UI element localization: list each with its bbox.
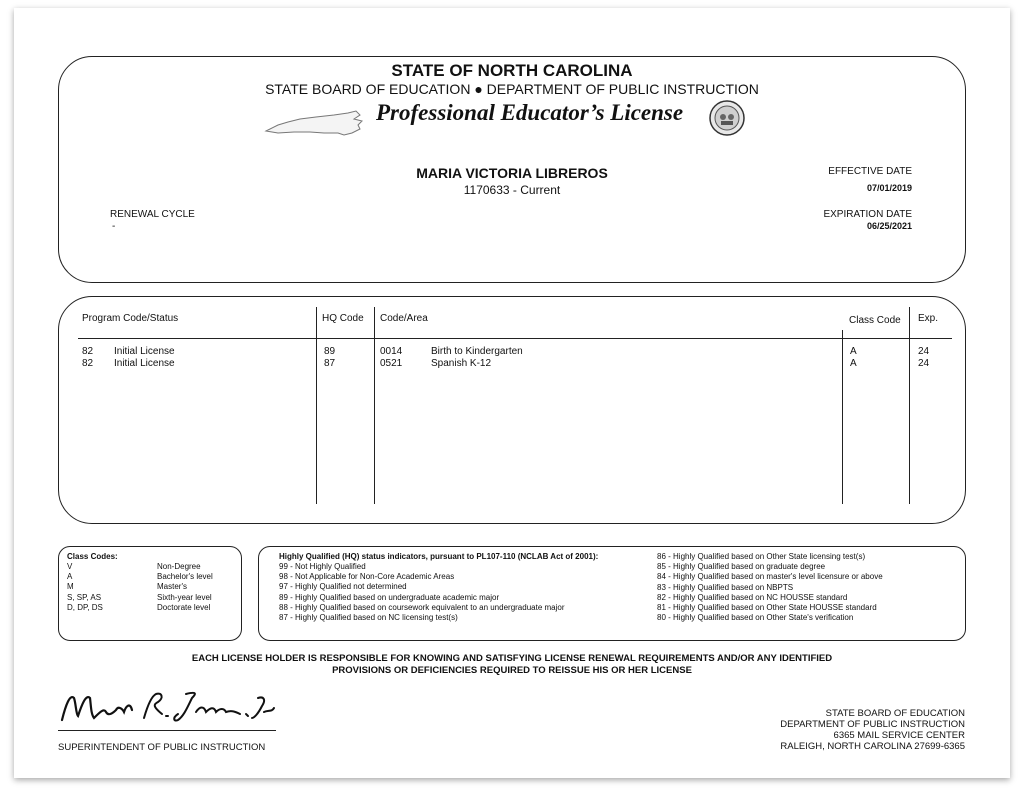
column-divider (842, 330, 843, 504)
license-document (14, 8, 1010, 778)
department-line: STATE BOARD OF EDUCATION ● DEPARTMENT OF PUBLIC INSTRUCTION (265, 81, 759, 97)
exp-value: 24 (918, 346, 930, 357)
effective-date: 07/01/2019 (866, 183, 912, 193)
nc-map-icon (264, 105, 372, 139)
col-header-exp: Exp. (918, 313, 939, 324)
column-divider (374, 307, 375, 504)
program-status: Initial License (114, 358, 175, 369)
address-line: STATE BOARD OF EDUCATION (825, 708, 965, 719)
list-item: 99 - Not Highly Qualified (279, 562, 366, 571)
class-codes-title: Class Codes: (67, 552, 118, 561)
list-item: 84 - Highly Qualified based on master's level licensure or above (657, 572, 883, 582)
table-header-divider (78, 338, 952, 339)
hq-right-list (657, 552, 883, 623)
list-item: Bachelor's level (157, 572, 213, 582)
expiration-date: 06/25/2021 (866, 221, 912, 231)
renewal-notice (14, 653, 1010, 677)
program-code: 82 (82, 346, 94, 357)
area-name: Birth to Kindergarten (431, 346, 523, 357)
area-code: 0521 (380, 358, 403, 369)
list-item: 98 - Not Applicable for Non-Core Academic Areas (279, 572, 455, 582)
list-item: A (67, 572, 73, 582)
hq-title: Highly Qualified (HQ) status indicators, pursuant to PL107-110 (NCLAB Act of 2001): (279, 552, 599, 561)
signature-line (58, 730, 276, 731)
area-name: Spanish K-12 (431, 358, 492, 369)
hq-code: 87 (324, 358, 336, 369)
effective-date-label: EFFECTIVE DATE (828, 166, 912, 177)
column-divider (316, 307, 317, 504)
list-item: 87 - Highly Qualified based on NC licensing test(s) (279, 613, 458, 623)
expiration-date-label: EXPIRATION DATE (823, 209, 912, 220)
list-item: D, DP, DS (67, 602, 103, 612)
class-desc-list (157, 562, 213, 613)
address-line: DEPARTMENT OF PUBLIC INSTRUCTION (780, 719, 965, 730)
list-item: 86 - Highly Qualified based on Other State licensing test(s) (657, 552, 866, 561)
list-item: M (67, 582, 74, 592)
exp-value: 24 (918, 358, 930, 369)
renewal-cycle-value: - (112, 221, 116, 232)
list-item: 80 - Highly Qualified based on Other State's verification (657, 613, 854, 623)
state-seal-icon (709, 100, 745, 136)
class-code: A (850, 346, 857, 357)
renewal-cycle-label: RENEWAL CYCLE (110, 209, 195, 220)
address-line: 6365 MAIL SERVICE CENTER (833, 730, 965, 741)
holder-name: MARIA VICTORIA LIBREROS (416, 165, 608, 181)
list-item: 81 - Highly Qualified based on Other State HOUSSE standard (657, 603, 877, 613)
program-status: Initial License (114, 346, 175, 357)
list-item: V (67, 562, 73, 571)
list-item: 85 - Highly Qualified based on graduate degree (657, 562, 826, 572)
list-item: Doctorate level (157, 602, 211, 612)
superintendent-signature (58, 684, 288, 728)
license-number: 1170633 - Current (463, 183, 561, 197)
state-title: STATE OF NORTH CAROLINA (391, 61, 633, 80)
notice-line: EACH LICENSE HOLDER IS RESPONSIBLE FOR KNOWING AND SATISFYING LICENSE RENEWAL REQUIREMENTS AND/OR ANY IDENTIFIED (191, 653, 833, 664)
col-header-hq: HQ Code (322, 313, 364, 324)
program-table (58, 296, 966, 524)
col-header-program: Program Code/Status (82, 313, 179, 324)
column-divider (909, 307, 910, 504)
list-item: Non-Degree (157, 562, 201, 571)
col-header-class: Class Code (849, 315, 901, 326)
area-code: 0014 (380, 346, 403, 357)
list-item: 82 - Highly Qualified based on NC HOUSSE standard (657, 592, 848, 602)
list-item: 88 - Highly Qualified based on coursework equivalent to an undergraduate major (279, 602, 565, 612)
program-code: 82 (82, 358, 94, 369)
list-item: 97 - Highly Qualified not determined (279, 582, 407, 592)
license-title: Professional Educator’s License (376, 100, 684, 125)
class-code-list (67, 562, 103, 613)
superintendent-title: SUPERINTENDENT OF PUBLIC INSTRUCTION (58, 742, 266, 753)
board-address (780, 708, 965, 752)
list-item: 89 - Highly Qualified based on undergraduate academic major (279, 592, 500, 602)
list-item: Sixth-year level (157, 592, 212, 602)
hq-left-list (279, 562, 565, 623)
list-item: Master's (157, 582, 187, 592)
hq-code: 89 (324, 346, 336, 357)
class-code: A (850, 358, 857, 369)
list-item: S, SP, AS (67, 592, 102, 602)
col-header-area: Code/Area (380, 313, 428, 324)
address-line: RALEIGH, NORTH CAROLINA 27699-6365 (780, 741, 965, 752)
notice-line: PROVISIONS OR DEFICIENCIES REQUIRED TO REISSUE HIS OR HER LICENSE (332, 665, 692, 676)
list-item: 83 - Highly Qualified based on NBPTS (657, 582, 794, 592)
